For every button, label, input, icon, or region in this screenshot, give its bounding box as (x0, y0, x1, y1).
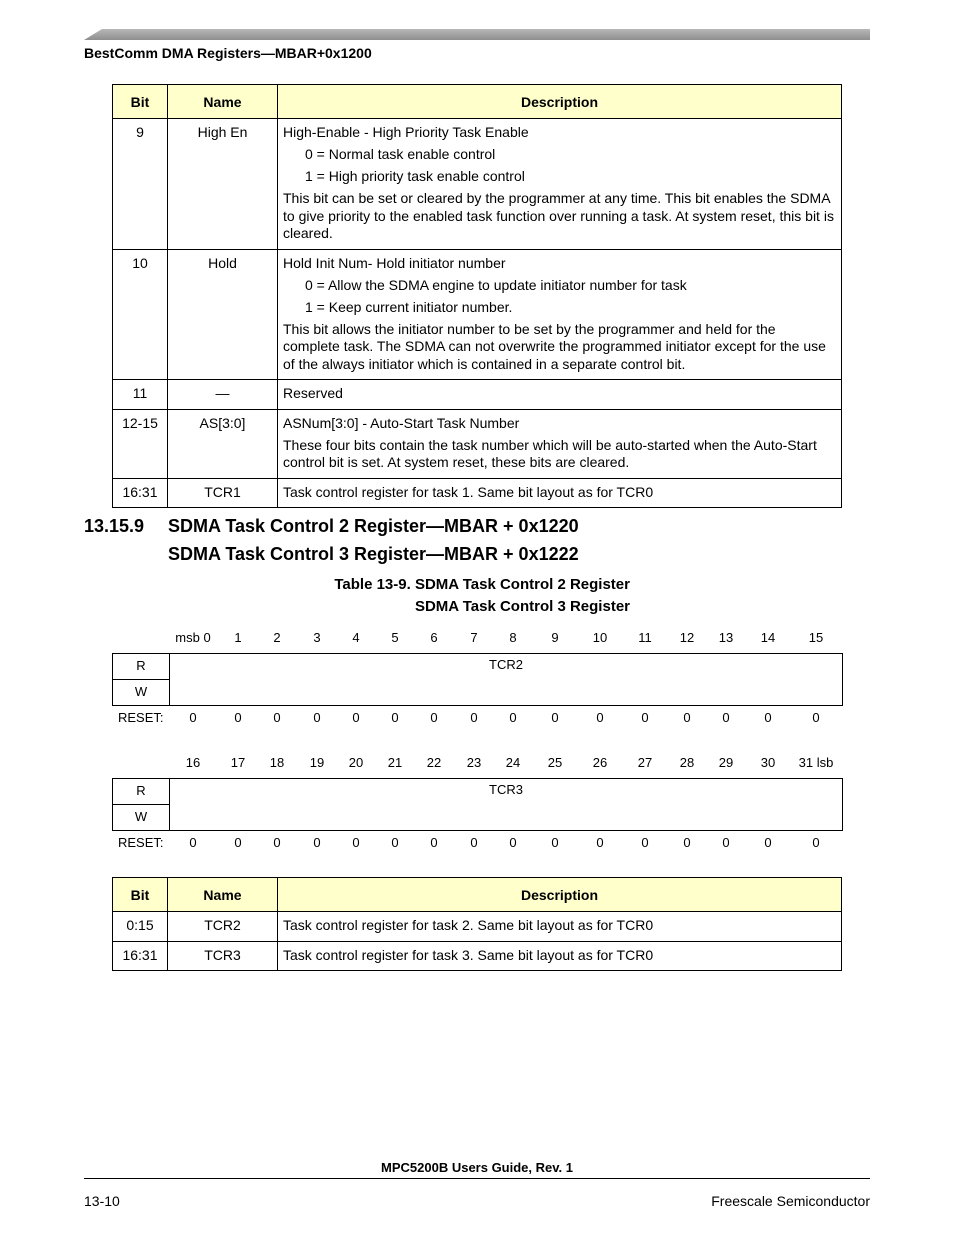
bit-number: 7 (470, 630, 478, 645)
header-bit: Bit (113, 878, 168, 912)
reset-value: 0 (722, 710, 730, 725)
reset-value: 0 (470, 835, 478, 850)
bit-number: 31 lsb (798, 755, 834, 770)
bit-number: 30 (760, 755, 776, 770)
description-line: Task control register for task 3. Same bit layout as for TCR0 (283, 946, 654, 963)
bit-number: 12 (679, 630, 695, 645)
read-label: R (113, 654, 169, 680)
header-rule-bar (84, 29, 870, 40)
bit-cell: 12-15 (113, 409, 168, 478)
description-line: Task control register for task 2. Same bit layout as for TCR0 (283, 917, 654, 933)
reset-value: 0 (234, 710, 242, 725)
reset-value: 0 (313, 835, 321, 850)
register-box-lower (112, 778, 843, 831)
header-rule-wedge (84, 29, 102, 40)
section-title-1: SDMA Task Control 2 Register—MBAR + 0x1220 (168, 516, 579, 536)
bit-number: 17 (230, 755, 246, 770)
bit-number: 21 (387, 755, 403, 770)
description-line: High-Enable - High Priority Task Enable (283, 124, 529, 140)
bit-number: 2 (273, 630, 281, 645)
page-number: 13-10 (84, 1193, 120, 1209)
bit-number-row-lower (112, 755, 842, 773)
reset-value: 0 (470, 710, 478, 725)
table-row (113, 912, 842, 942)
header-bit: Bit (113, 85, 168, 119)
read-label: R (113, 779, 169, 805)
bit-number: 20 (348, 755, 364, 770)
bit-number: 24 (505, 755, 521, 770)
bit-cell: 11 (113, 380, 168, 410)
description-line: Reserved (283, 385, 343, 401)
bit-number: 9 (551, 630, 559, 645)
reset-value: 0 (430, 835, 438, 850)
table-header-row (113, 85, 842, 119)
reset-value: 0 (551, 835, 559, 850)
header-description: Description (278, 878, 842, 912)
table-caption-line2: SDMA Task Control 3 Register (414, 598, 630, 615)
reset-value: 0 (352, 835, 360, 850)
reset-value: 0 (234, 835, 242, 850)
bit-number: 19 (309, 755, 325, 770)
description-line: 0 = Allow the SDMA engine to update initiator number for task (305, 276, 687, 293)
bit-number: 4 (352, 630, 360, 645)
reset-value: 0 (273, 710, 281, 725)
bit-number: 23 (466, 755, 482, 770)
bit-number: 27 (637, 755, 653, 770)
table-row (113, 941, 842, 971)
register-field-tcr3: TCR3 (489, 782, 523, 797)
table-row (113, 409, 842, 478)
footer-document-title: MPC5200B Users Guide, Rev. 1 (381, 1160, 573, 1175)
table-row (113, 119, 842, 250)
description-line: These four bits contain the task number which will be auto-started when the Auto-Start control bit is set. At system reset, these bits are cleared. (283, 436, 817, 470)
name-cell: AS[3:0] (168, 409, 278, 478)
reset-value: 0 (596, 835, 604, 850)
section-heading-line1 (84, 516, 579, 537)
reset-value: 0 (641, 710, 649, 725)
description-line: This bit can be set or cleared by the programmer at any time. This bit enables the SDMA to give priority to the enabled task function over running a task. At system reset, this bit is cleared. (283, 190, 834, 241)
bit-number: 16 (185, 755, 201, 770)
table-row (113, 249, 842, 380)
table-row (113, 380, 842, 410)
reset-value: 0 (596, 710, 604, 725)
reset-row-lower (112, 835, 842, 853)
name-cell: High En (168, 119, 278, 250)
name-cell: — (168, 380, 278, 410)
description-cell (278, 912, 842, 942)
bit-number: 26 (592, 755, 608, 770)
description-line: 0 = Normal task enable control (305, 146, 496, 162)
bit-description-table-top (112, 84, 842, 508)
reset-value: 0 (189, 710, 197, 725)
reset-value: 0 (551, 710, 559, 725)
reset-value: 0 (273, 835, 281, 850)
reset-value: 0 (812, 835, 820, 850)
bit-number: 10 (592, 630, 608, 645)
description-cell (278, 119, 842, 250)
reset-row-upper (112, 710, 842, 728)
bit-cell: 10 (113, 249, 168, 380)
bit-number: 11 (638, 630, 652, 645)
description-cell (278, 380, 842, 410)
reset-value: 0 (509, 710, 517, 725)
bit-number-row-upper (112, 630, 842, 648)
bit-number: 6 (430, 630, 438, 645)
section-heading-line2: SDMA Task Control 3 Register—MBAR + 0x1222 (168, 544, 579, 564)
description-line: Hold Init Num- Hold initiator number (283, 254, 506, 271)
write-label: W (134, 809, 148, 824)
reset-label: RESET: (118, 835, 164, 850)
footer-rule (84, 1178, 870, 1179)
reset-value: 0 (641, 835, 649, 850)
bit-cell: 16:31 (113, 478, 168, 508)
name-cell: Hold (168, 249, 278, 380)
table-header-row (113, 878, 842, 912)
bit-number: 14 (760, 630, 776, 645)
section-number: 13.15.9 (84, 516, 145, 536)
table-row (113, 478, 842, 508)
reset-label: RESET: (118, 710, 164, 725)
register-field-tcr2: TCR2 (489, 657, 523, 672)
description-line: 1 = Keep current initiator number. (305, 298, 513, 315)
bit-number: 25 (547, 755, 563, 770)
name-cell: TCR3 (168, 941, 278, 971)
description-cell (278, 941, 842, 971)
running-head: BestComm DMA Registers—MBAR+0x1200 (84, 45, 372, 61)
name-cell: TCR2 (168, 912, 278, 942)
bit-number: 29 (718, 755, 734, 770)
bit-description-table-bottom (112, 877, 842, 971)
bit-number: 8 (509, 630, 517, 645)
description-cell (278, 478, 842, 508)
write-label: W (134, 684, 148, 699)
bit-number: 3 (313, 630, 321, 645)
bit-number: 1 (234, 630, 242, 645)
bit-cell: 0:15 (113, 912, 168, 942)
header-name: Name (168, 878, 278, 912)
bit-number: 18 (269, 755, 285, 770)
description-line: Task control register for task 1. Same bit layout as for TCR0 (283, 483, 654, 500)
bit-number: 5 (391, 630, 399, 645)
table-caption-line1: Table 13-9. SDMA Task Control 2 Register (334, 576, 630, 593)
header-description: Description (278, 85, 842, 119)
description-line: ASNum[3:0] - Auto-Start Task Number (283, 414, 520, 431)
bit-number: 15 (808, 630, 824, 645)
bit-number: msb 0 (175, 630, 211, 645)
register-box-upper (112, 653, 843, 706)
reset-value: 0 (189, 835, 197, 850)
description-line: 1 = High priority task enable control (305, 168, 525, 184)
reset-value: 0 (764, 835, 772, 850)
description-line: This bit allows the initiator number to be set by the programmer and held for the complete task. The SDMA can not overwrite the programmed initiator except for the use of the always initiator which is contained in a separate control bit. (283, 320, 826, 372)
bit-number: 28 (679, 755, 695, 770)
bit-number: 22 (426, 755, 442, 770)
reset-value: 0 (683, 835, 691, 850)
company-name: Freescale Semiconductor (711, 1193, 870, 1209)
reset-value: 0 (509, 835, 517, 850)
reset-value: 0 (313, 710, 321, 725)
reset-value: 0 (391, 835, 399, 850)
reset-value: 0 (683, 710, 691, 725)
header-name: Name (168, 85, 278, 119)
bit-number: 13 (718, 630, 734, 645)
reset-value: 0 (352, 710, 360, 725)
reset-value: 0 (722, 835, 730, 850)
bit-cell: 9 (113, 119, 168, 250)
reset-value: 0 (812, 710, 820, 725)
reset-value: 0 (391, 710, 399, 725)
name-cell: TCR1 (168, 478, 278, 508)
reset-value: 0 (764, 710, 772, 725)
bit-cell: 16:31 (113, 941, 168, 971)
description-cell (278, 249, 842, 380)
reset-value: 0 (430, 710, 438, 725)
description-cell (278, 409, 842, 478)
